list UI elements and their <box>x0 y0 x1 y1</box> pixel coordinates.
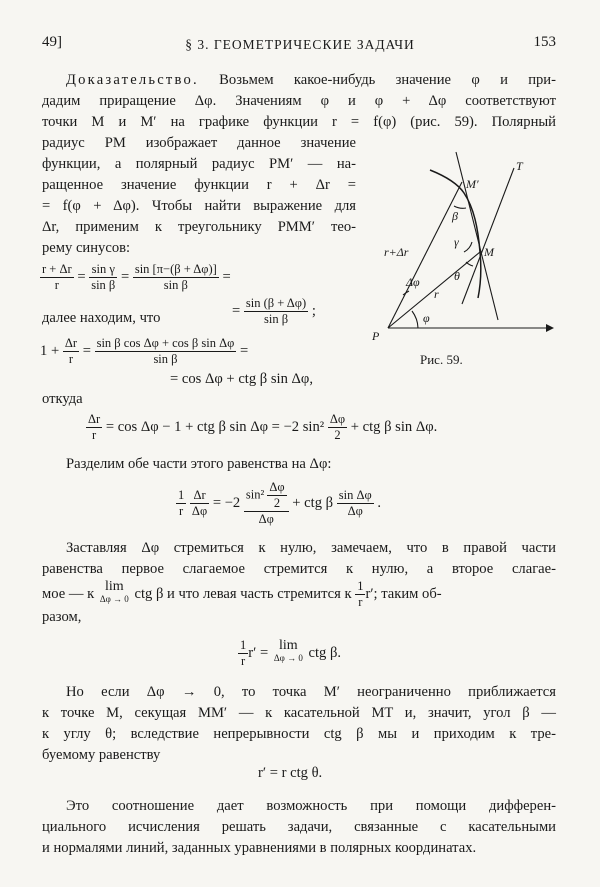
angle-arc-phi <box>412 311 418 328</box>
polar-axis-arrowhead <box>546 324 554 332</box>
angle-arc-theta <box>466 262 473 266</box>
text-otkuda: откуда <box>42 391 83 407</box>
label-theta: θ <box>454 269 460 283</box>
figure-59-diagram <box>370 148 560 348</box>
para3-line2: к точке M, секущая MM′ — к касательной MT и, значит, угол β — <box>42 705 556 721</box>
equation-delta-r: $\frac{\Delta r}{r}$ = cos Δφ − 1 + ctg β sin Δφ = −2 sin² $\frac{\Delta\varphi}{2}$ + ctg β sin Δφ. <box>88 412 438 442</box>
label-r-plus-dr: r+Δr <box>384 245 409 259</box>
equation-limit: $\frac{1}{r}$ r′ = lim Δφ → 0 ctg β. <box>240 638 342 668</box>
para3-line3: к углу θ; вследствие непрерывности ctg β мы и приходим к тре- <box>42 726 556 742</box>
equation-divided: $\frac{1}{r}$ $\frac{\Delta r}{\Delta\varphi}$ = −2 sin² $\frac{\Delta\varphi}{2}$ Δφ + ctg β $\frac{\text{sin Δφ}}{\Delta\varphi}$ . <box>178 480 382 526</box>
para4-line1: Это соотношение дает возможность при помощи дифферен- <box>66 798 556 814</box>
para3-line1: Но если Δφ → 0, то точка M′ неограниченно приближается <box>66 684 556 700</box>
para4-line2: циального исчисления решать задачи, связанные с касательными <box>42 819 556 835</box>
text-razdelim: Разделим обе части этого равенства на Δφ: <box>66 456 332 472</box>
para2-line2: равенства первое слагаемое стремится к нулю, а второе слагае- <box>42 561 556 577</box>
para1-line6: ращенное значение функции r + Δr = <box>42 177 356 193</box>
figure-caption: Рис. 59. <box>420 352 463 367</box>
label-dphi: Δφ <box>406 275 420 289</box>
label-T: T <box>516 159 523 173</box>
para2-line3: мое — к lim Δφ → 0 ctg β и что левая часть стремится к $\frac{1}{r}$ r′; таким об- <box>42 579 442 609</box>
para3-line4: буемому равенству <box>42 747 161 763</box>
text-dalee: далее находим, что <box>42 310 161 326</box>
equation-expansion: 1 + $\frac{\Delta r}{r}$ = $\frac{\text{sin β cos Δφ + cos β sin Δφ}}{\text{sin β}}$ = <box>40 336 249 366</box>
label-beta: β <box>452 209 458 223</box>
label-phi: φ <box>423 311 430 325</box>
para1-line8: Δr, применим к треугольнику PMM′ тео- <box>42 219 356 235</box>
angle-arc-gamma <box>464 242 472 252</box>
label-r: r <box>434 287 439 301</box>
para2-line4: разом, <box>42 609 82 625</box>
angle-arc-beta <box>454 206 466 208</box>
para2-line1: Заставляя Δφ стремиться к нулю, замечаем, что в правой части <box>66 540 556 556</box>
label-P: P <box>372 329 380 343</box>
para1-line2: дадим приращение Δφ. Значениям φ и φ + Δφ соответствуют <box>42 93 556 109</box>
equation-result: r′ = r ctg θ. <box>258 765 323 781</box>
para1-line7: = f(φ + Δφ). Чтобы найти выражение для <box>42 198 356 214</box>
equation-sine-theorem: $\frac{r + \Delta r}{r}$ = $\frac{\text{sin γ}}{\text{sin β}}$ = $\frac{\sin [\pi-(\beta + \Delta\varphi)]}{\text{sin β}}$ = <box>42 262 231 292</box>
page-number-left: 49] <box>42 34 62 50</box>
equation-expansion-line2: = cos Δφ + ctg β sin Δφ, <box>170 371 314 387</box>
para1-line3: точки M и M′ на графике функции r = f(φ) (рис. 59). Полярный <box>42 114 556 130</box>
para1-line4: радиус PM изображает данное значение <box>42 135 356 151</box>
para1-line1: Доказательство. Возьмем какое-нибудь значение φ и при- <box>66 72 556 88</box>
label-gamma: γ <box>454 235 459 249</box>
para1-line9: рему синусов: <box>42 240 131 256</box>
para1-line5: функции, а полярный радиус PM′ — на- <box>42 156 356 172</box>
label-M-prime: M′ <box>466 177 479 191</box>
label-M: M <box>484 245 494 259</box>
equation-sine-theorem-line2: = $\frac{\sin (\beta + \Delta\varphi)}{\text{sin β}}$ ; <box>232 296 316 326</box>
running-header-title: § 3. ГЕОМЕТРИЧЕСКИЕ ЗАДАЧИ <box>185 37 415 52</box>
para4-line3: и нормалями линий, заданных уравнениями в полярных координатах. <box>42 840 477 856</box>
page-number-right: 153 <box>533 34 556 50</box>
